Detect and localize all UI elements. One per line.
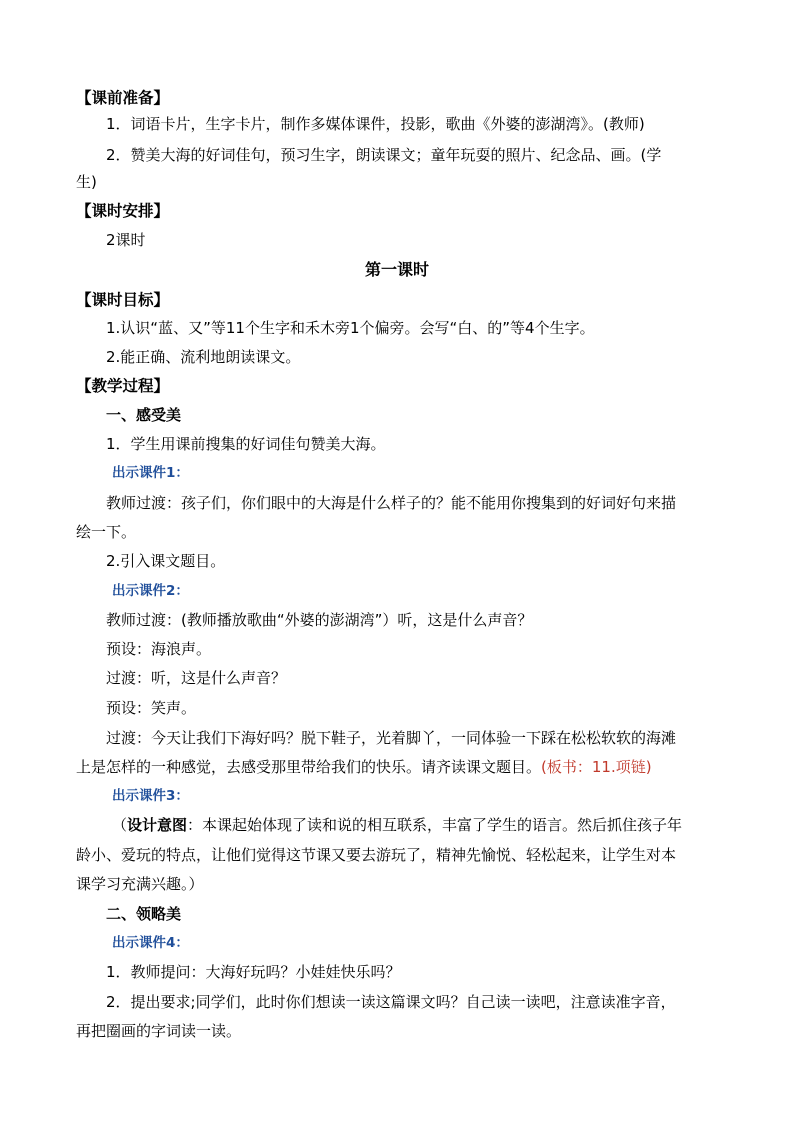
transition-1: 教师过渡：孩子们，你们眼中的大海是什么样子的？能不能用你搜集到的好词好句来描 xyxy=(106,494,677,512)
prep-heading: 【课前准备】 xyxy=(76,89,170,107)
design-intent-cont-1: 龄小、爱玩的特点，让他们觉得这节课又要去游玩了，精神先愉悦、轻松起来，让学生对本 xyxy=(76,846,677,864)
prep-item-1: 1．词语卡片，生字卡片，制作多媒体课件，投影，歌曲《外婆的澎湖湾》。(教师) xyxy=(106,115,645,133)
design-intent-label: 设计意图 xyxy=(127,816,188,834)
process-heading: 【教学过程】 xyxy=(76,377,170,395)
transition-4: 过渡：今天让我们下海好吗？脱下鞋子，光着脚丫，一同体验一下踩在松松软软的海滩 xyxy=(106,729,677,747)
prep-item-2-cont: 生) xyxy=(76,173,97,191)
board-note: (板书：11.项链) xyxy=(541,758,652,776)
design-intent: （设计意图：本课起始体现了读和说的相互联系，丰富了学生的语言。然后抓住孩子年 xyxy=(112,816,683,834)
transition-2: 教师过渡：(教师播放歌曲“外婆的澎湖湾”）听，这是什么声音？ xyxy=(106,611,533,629)
goal-1: 1.认识“蓝、又”等11个生字和禾木旁1个偏旁。会写“白、的”等4个生字。 xyxy=(106,319,595,337)
part-1-title: 一、感受美 xyxy=(106,406,182,424)
transition-1-cont: 绘一下。 xyxy=(76,523,137,541)
transition-4-text: 上是怎样的一种感觉，去感受那里带给我们的快乐。请齐读课文题目。 xyxy=(76,758,542,776)
lesson-title: 第一课时 xyxy=(364,260,429,279)
question-1: 1．教师提问：大海好玩吗？小娃娃快乐吗？ xyxy=(106,963,401,981)
goals-heading: 【课时目标】 xyxy=(76,291,170,309)
design-intent-text: ：本课起始体现了读和说的相互联系，丰富了学生的语言。然后抓住孩子年 xyxy=(187,816,683,834)
design-intent-cont-2: 课学习充满兴趣。） xyxy=(76,875,204,893)
schedule-value: 2课时 xyxy=(106,231,146,249)
schedule-heading: 【课时安排】 xyxy=(76,202,170,220)
courseware-2-label: 出示课件2： xyxy=(112,583,189,599)
question-2: 2．提出要求;同学们，此时你们想读一读这篇课文吗？自己读一读吧，注意读准字音， xyxy=(106,993,676,1011)
goal-2: 2.能正确、流利地朗读课文。 xyxy=(106,348,301,366)
preset-1: 预设：海浪声。 xyxy=(106,640,212,658)
question-2-cont: 再把圈画的字词读一读。 xyxy=(76,1022,242,1040)
step-1: 1．学生用课前搜集的好词佳句赞美大海。 xyxy=(106,435,386,453)
part-2-title: 二、领略美 xyxy=(106,905,182,923)
courseware-1-label: 出示课件1： xyxy=(112,465,189,481)
transition-4-cont xyxy=(0,757,794,777)
transition-3: 过渡：听，这是什么声音？ xyxy=(106,669,287,687)
step-2: 2.引入课文题目。 xyxy=(106,552,226,570)
preset-2: 预设：笑声。 xyxy=(106,699,197,717)
courseware-3-label: 出示课件3： xyxy=(112,788,189,804)
courseware-4-label: 出示课件4： xyxy=(112,935,189,951)
prep-item-2: 2．赞美大海的好词佳句，预习生字，朗读课文；童年玩耍的照片、纪念品、画。(学 xyxy=(106,146,662,164)
